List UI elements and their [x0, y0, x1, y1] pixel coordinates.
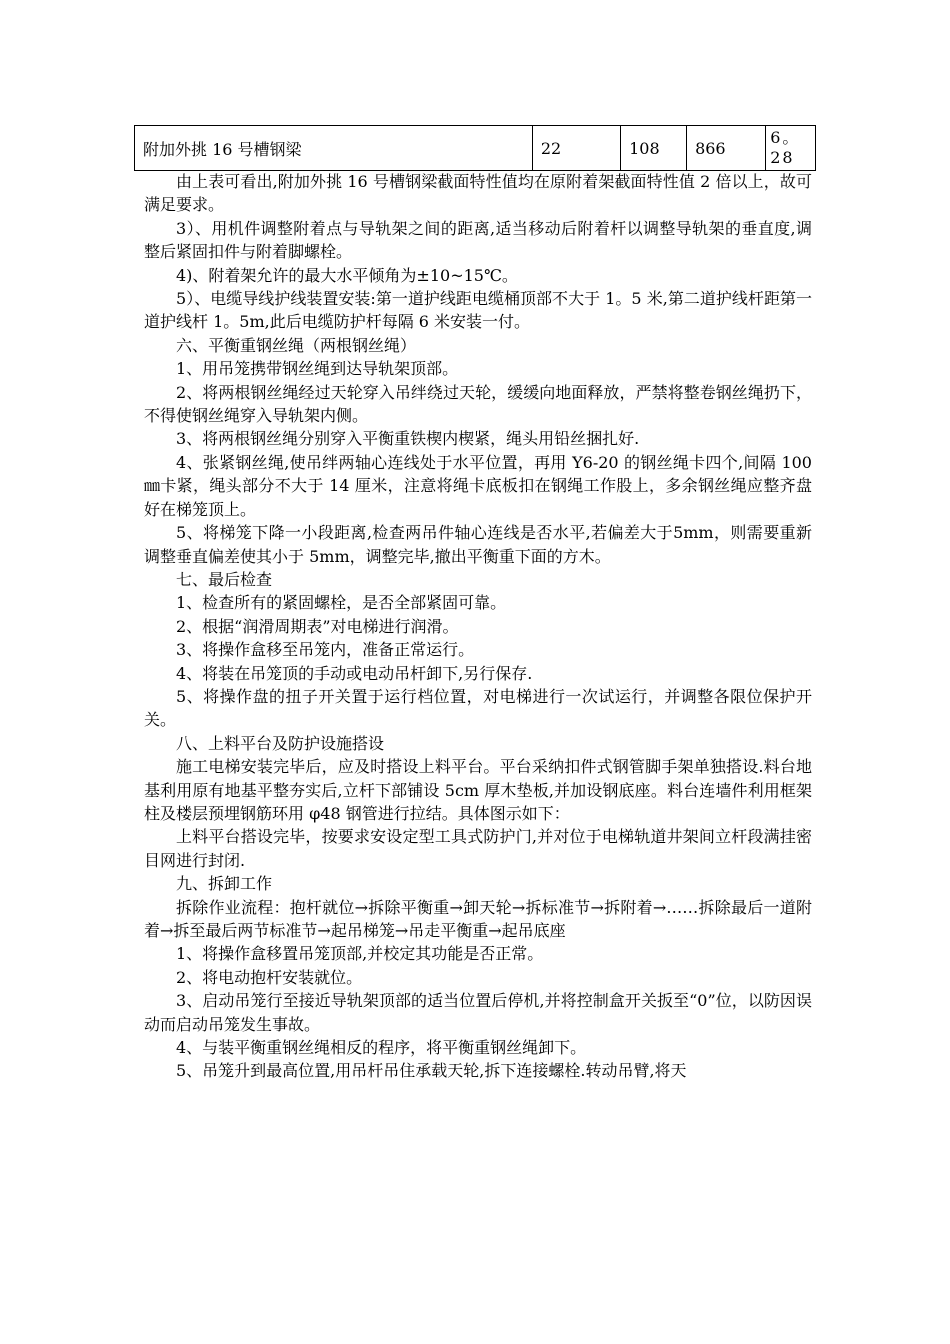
paragraph: 5）、电缆导线护线装置安装:第一道护线距电缆桶顶部不大于 1。5 米,第二道护线杆距第一道护线杆 1。5m,此后电缆防护杆每隔 6 米安装一付。	[144, 289, 812, 332]
section-heading: 七、最后检查	[176, 569, 273, 589]
table-cell-value-4: 6。28	[766, 126, 816, 171]
paragraph: 3、将操作盒移至吊笼内，准备正常运行。	[176, 640, 475, 660]
table-cell-value-2: 108	[621, 126, 687, 171]
paragraph: 4)、附着架允许的最大水平倾角为±10~15℃。	[176, 265, 518, 285]
paragraph: 2、将两根钢丝绳经过天轮穿入吊绊绕过天轮，缓缓向地面释放，严禁将整卷钢丝绳扔下，不得使钢丝绳穿入导轨架内侧。	[144, 382, 812, 426]
paragraph: 1、检查所有的紧固螺栓，是否全部紧固可靠。	[176, 593, 507, 613]
table-cell-value-3: 866	[687, 126, 766, 171]
paragraph: 5、将操作盘的扭子开关置于运行档位置，对电梯进行一次试运行，并调整各限位保护开关。	[144, 686, 812, 730]
paragraph: 4、与装平衡重钢丝绳相反的程序，将平衡重钢丝绳卸下。	[176, 1038, 587, 1058]
paragraph: 1、用吊笼携带钢丝绳到达导轨架顶部。	[176, 359, 459, 379]
section-heading: 六、平衡重钢丝绳（两根钢丝绳）	[176, 335, 417, 355]
table-row	[135, 126, 816, 171]
paragraph: 4、将装在吊笼顶的手动或电动吊杆卸下,另行保存.	[176, 663, 533, 683]
paragraph: 上料平台搭设完毕，按要求安设定型工具式防护门,并对位于电梯轨道井架间立杆段满挂密目网进行封闭.	[144, 827, 812, 870]
section-heading: 八、上料平台及防护设施搭设	[176, 733, 385, 753]
paragraph: 5、吊笼升到最高位置,用吊杆吊住承载天轮,拆下连接螺栓.转动吊臂,将天	[176, 1061, 687, 1081]
section-heading: 九、拆卸工作	[176, 874, 273, 894]
body-text	[144, 170, 812, 1083]
paragraph: 2、将电动抱杆安装就位。	[176, 967, 363, 987]
paragraph: 3、将两根钢丝绳分别穿入平衡重铁楔内楔紧，绳头用铅丝捆扎好.	[176, 429, 640, 449]
paragraph: 3）、用机件调整附着点与导轨架之间的距离,适当移动后附着杆以调整导轨架的垂直度,调整后紧固扣件与附着脚螺栓。	[144, 218, 812, 262]
table-cell-value-1: 22	[532, 126, 620, 171]
paragraph: 施工电梯安装完毕后，应及时搭设上料平台。平台采纳扣件式钢管脚手架单独搭设.料台地基利用原有地基平整夯实后,立杆下部铺设 5cm 厚木垫板,并加设钢底座。料台连墙件利用框架柱及楼层预埋钢筋环用 φ48 钢管进行拉结。具体图示如下：	[144, 757, 812, 823]
paragraph: 拆除作业流程：抱杆就位→拆除平衡重→卸天轮→拆标准节→拆附着→……拆除最后一道附着→拆至最后两节标准节→起吊梯笼→吊走平衡重→起吊底座	[144, 897, 812, 940]
paragraph: 4、张紧钢丝绳,使吊绊两轴心连线处于水平位置，再用 Y6-20 的钢丝绳卡四个,间隔 100㎜卡紧，绳头部分不大于 14 厘米，注意将绳卡底板扣在钢绳工作股上，多余钢丝绳应整齐盘好在梯笼顶上。	[144, 452, 812, 519]
table-cell-member-name: 附加外挑 16 号槽钢梁	[135, 126, 533, 171]
paragraph: 1、将操作盒移置吊笼顶部,并校定其功能是否正常。	[176, 944, 544, 964]
paragraph: 由上表可看出,附加外挑 16 号槽钢梁截面特性值均在原附着架截面特性值 2 倍以上，故可满足要求。	[144, 172, 812, 215]
section-properties-table	[134, 125, 816, 171]
paragraph: 2、根据“润滑周期表”对电梯进行润滑。	[176, 616, 459, 636]
paragraph: 5、将梯笼下降一小段距离,检查两吊件轴心连线是否水平,若偏差大于5mm，则需要重新调整垂直偏差使其小于 5mm，调整完毕,撤出平衡重下面的方木。	[144, 523, 812, 566]
paragraph: 3、启动吊笼行至接近导轨架顶部的适当位置后停机,并将控制盒开关扳至“0”位，以防因误动而启动吊笼发生事故。	[144, 991, 812, 1034]
